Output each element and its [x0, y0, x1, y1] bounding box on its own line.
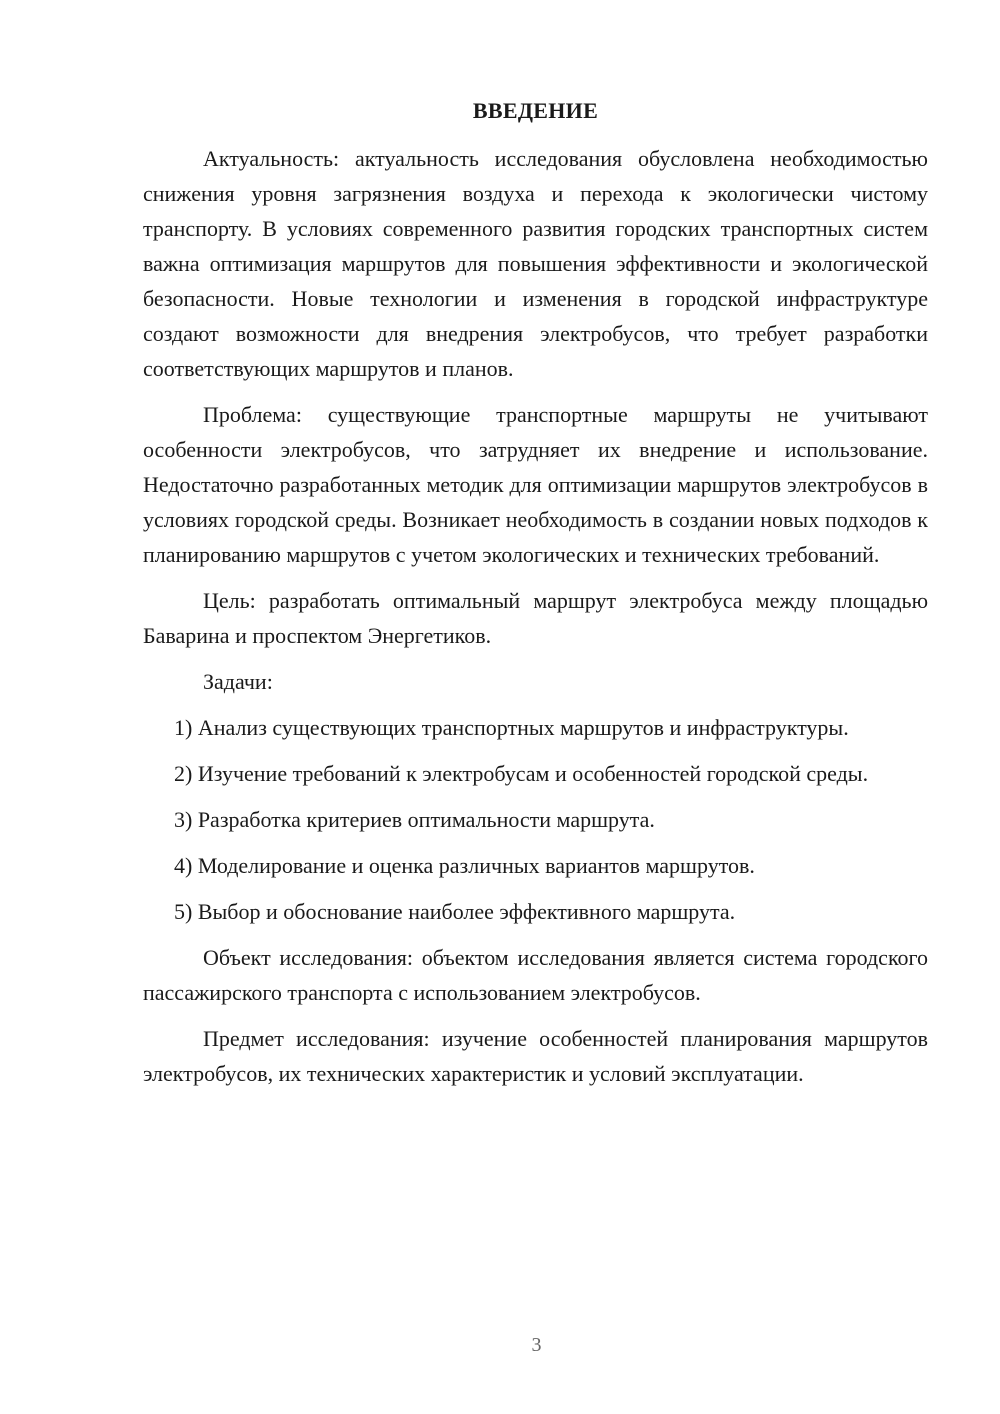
document-page: [143, 94, 928, 1102]
page-number: 3: [531, 1334, 542, 1356]
section-title: ВВЕДЕНИЕ: [472, 98, 599, 123]
task-item: 5) Выбор и обоснование наиболее эффективного маршрута.: [174, 899, 736, 924]
tasks-list: [143, 710, 928, 929]
task-item: 3) Разработка критериев оптимальности маршрута.: [174, 807, 655, 832]
paragraph-goal: Цель: разработать оптимальный маршрут электробуса между площадью Баварина и проспектом Энергетиков.: [143, 588, 928, 648]
paragraph-object: Объект исследования: объектом исследования является система городского пассажирского транспорта с использованием электробусов.: [143, 945, 928, 1005]
paragraph-tasks-heading: Задачи:: [203, 669, 273, 694]
task-item: 1) Анализ существующих транспортных маршрутов и инфраструктуры.: [174, 715, 849, 740]
paragraph-relevance: Актуальность: актуальность исследования обусловлена необходимостью снижения уровня загрязнения воздуха и перехода к экологически чистому транспорту. В условиях современного развития городских транспортных систем важна оптимизация маршрутов для повышения эффективности и экологической безопасности. Новые технологии и изменения в городской инфраструктуре создают возможности для внедрения электробусов, что требует разработки соответствующих маршрутов и планов.: [143, 146, 928, 381]
paragraph-subject: Предмет исследования: изучение особенностей планирования маршрутов электробусов, их технических характеристик и условий эксплуатации.: [143, 1026, 928, 1086]
task-item: 4) Моделирование и оценка различных вариантов маршрутов.: [174, 853, 755, 878]
task-item: 2) Изучение требований к электробусам и особенностей городской среды.: [174, 761, 869, 786]
paragraph-problem: Проблема: существующие транспортные маршруты не учитывают особенности электробусов, что затрудняет их внедрение и использование. Недостаточно разработанных методик для оптимизации маршрутов электробусов в условиях городской среды. Возникает необходимость в создании новых подходов к планированию маршрутов с учетом экологических и технических требований.: [143, 402, 928, 567]
